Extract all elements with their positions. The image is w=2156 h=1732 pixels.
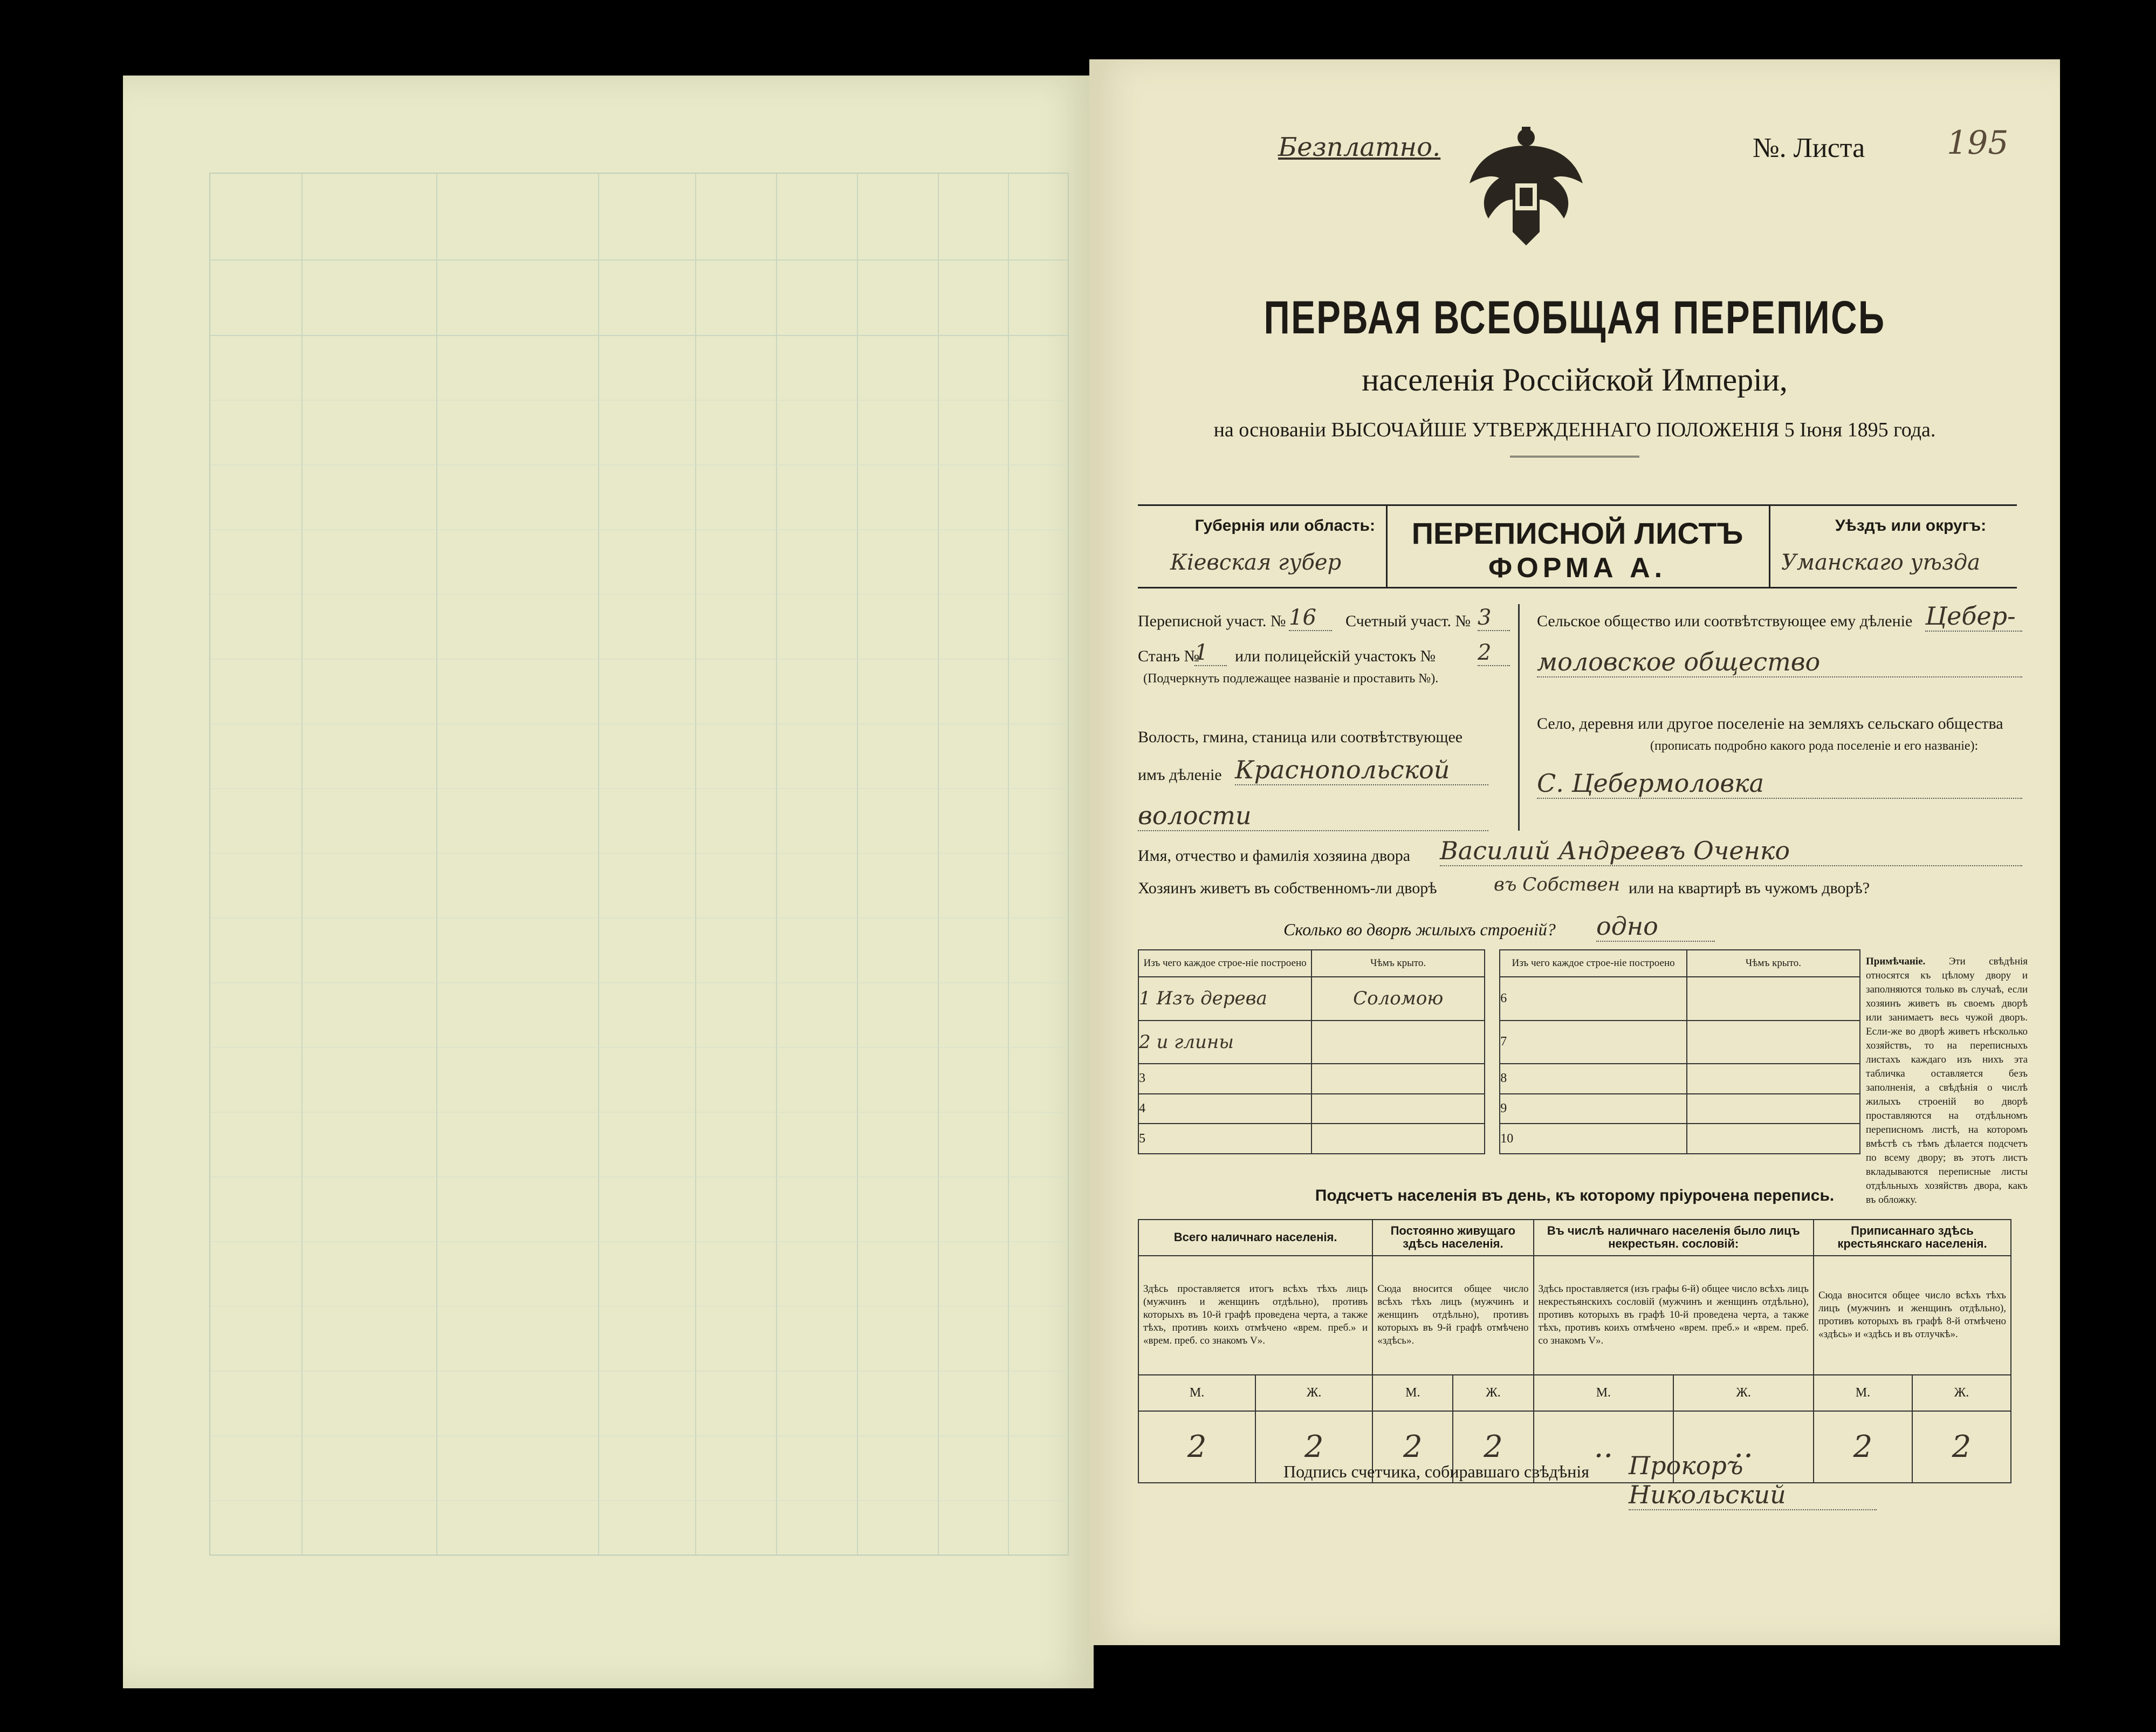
gubernia-label: Губернія или область: — [1194, 517, 1375, 535]
count-col-3-desc: Здѣсь проставляется (изъ графы 6-й) общее число всѣхъ лицъ некрестьянскихъ сословій (мужчинъ и женщинъ отдѣльно), противъ которыхъ въ графѣ 10-й проведена черта, а также тѣхъ, противъ коихъ отмѣчено «врем. преб.» и «врем. преб. со знакомъ V». — [1534, 1256, 1814, 1375]
lives-value: въ Собствен — [1494, 874, 1621, 895]
count-value: 2 — [1372, 1411, 1453, 1483]
fields-divider — [1518, 604, 1520, 831]
gubernia-cell — [1138, 506, 1388, 587]
count-col-1-desc: Здѣсь проставляется итогъ всѣхъ тѣхъ лицъ (мужчинъ и женщинъ отдѣльно), противъ которыхъ въ 10-й графѣ проведена черта, а также тѣхъ, противъ коихъ отмѣчено «врем. преб.» и «врем. преб. со знакомъ V». — [1138, 1256, 1372, 1375]
table-row: 2 и глины 7 — [1138, 1021, 1860, 1064]
form-title-2: ФОРМА А. — [1488, 552, 1667, 584]
stan-label: Станъ № — [1138, 647, 1200, 665]
buildings-note: Примѣчаніе. Эти свѣдѣнія относятся къ цѣлому двору и заполняются только въ случаѣ, если хозяинъ живетъ въ своемъ дворѣ или занимаетъ весь чужой дворъ. Если-же во дворѣ живетъ нѣсколько хозяйствъ, то на переписныхъ листахъ каждаго изъ нихъ эта табличка оставляется безъ заполненія, а свѣдѣнія о числѣ жилыхъ строеній во дворѣ проставляются на отдѣльномъ переписномъ листѣ, на которомъ вмѣстѣ съ тѣмъ дѣлается подсчетъ по всему двору; въ этотъ листъ вкладываются переписные листы отдѣльныхъ хозяйствъ двора, какъ въ обложку. — [1866, 956, 2028, 1206]
buildings-table — [1138, 949, 1860, 1154]
uezd-value: Уманскаго уѣзда — [1781, 550, 1980, 575]
sheet-number-value: 195 — [1947, 124, 2009, 162]
signature-value: Прокоръ Никольский — [1629, 1451, 1877, 1510]
volost-value-1: Краснопольской — [1235, 755, 1488, 785]
owner-value: Василий Андреевъ Оченко — [1440, 836, 2022, 866]
volost-label-1: Волость, гмина, станица или соотвѣтствующее — [1138, 728, 1463, 746]
count-col-3-title: Въ числѣ наличнаго населенія было лицъ некрестьян. сословій: — [1534, 1220, 1814, 1256]
double-headed-eagle-icon — [1461, 124, 1591, 248]
faded-grid — [209, 173, 1069, 1556]
sheet-number-label: №. Листа — [1753, 133, 1865, 163]
owner-label: Имя, отчество и фамилія хозяина двора — [1138, 847, 1411, 865]
table-row: 4 9 — [1138, 1094, 1860, 1124]
form-title-1: ПЕРЕПИСНОЙ ЛИСТЪ — [1411, 516, 1743, 550]
count-value: 2 — [1255, 1411, 1372, 1483]
society-label: Сельское общество или соотвѣтствующее ему дѣленіе — [1537, 612, 1913, 630]
table-row: 1 Изъ дерева Соломою 6 — [1138, 977, 1860, 1021]
form-basis: на основаніи ВЫСОЧАЙШЕ УТВЕРЖДЕННАГО ПОЛОЖЕНІЯ 5 Іюня 1895 года. — [1213, 419, 1936, 441]
count-value: .. — [1534, 1411, 1674, 1483]
count-value: 2 — [1912, 1411, 2011, 1483]
uchastok-value: 16 — [1289, 605, 1332, 631]
grid-lines — [210, 174, 1068, 1555]
underline-note: (Подчеркнуть подлежащее названіе и проставить №). — [1143, 672, 1439, 686]
police-value: 2 — [1478, 640, 1510, 666]
volost-value-2: волости — [1138, 801, 1488, 831]
lives-label-2: или на квартирѣ въ чужомъ дворѣ? — [1629, 879, 1870, 897]
village-label: Село, деревня или другое поселеніе на земляхъ сельскаго общества — [1537, 715, 2003, 732]
count-col-4-desc: Сюда вносится общее число всѣхъ тѣхъ лицъ (мужчинъ и женщинъ отдѣльно), противъ которыхъ въ графѣ 8-й отмѣчено «здѣсь» и «здѣсь и въ отлучкѣ». — [1814, 1256, 2011, 1375]
society-value-2: моловское общество — [1537, 647, 2022, 677]
count-value: 2 — [1814, 1411, 1912, 1483]
material-value: и глины — [1156, 1031, 1234, 1053]
village-value: С. Цебермоловка — [1537, 769, 2022, 799]
ornament-divider — [1510, 456, 1639, 457]
left-page — [123, 76, 1094, 1688]
count-col-1-title: Всего наличнаго населенія. — [1138, 1220, 1372, 1256]
lives-label-1: Хозяинъ живетъ въ собственномъ-ли дворѣ — [1138, 879, 1437, 897]
material-value: Изъ дерева — [1156, 988, 1267, 1010]
buildings-label: Сколько во дворѣ жилыхъ строеній? — [1283, 920, 1556, 939]
stan-value: 1 — [1194, 640, 1227, 666]
uezd-label: Уѣздъ или округъ: — [1835, 517, 1987, 535]
count-col-2-title: Постоянно живущаго здѣсь населенія. — [1372, 1220, 1533, 1256]
form-subtitle: населенія Россійской Имперіи, — [1362, 362, 1788, 398]
society-value-1: Цебер- — [1925, 601, 2022, 632]
free-label: Безплатно. — [1278, 132, 1441, 162]
count-heading: Подсчетъ населенія въ день, къ которому пріурочена перепись. — [1315, 1187, 1835, 1204]
count-value: 2 — [1138, 1411, 1255, 1483]
col-roof-header: Чѣмъ крыто. — [1312, 950, 1485, 977]
col-material-header-2: Изъ чего каждое строе-ніе построено — [1500, 950, 1687, 977]
police-label: или полицейскій участокъ № — [1235, 647, 1436, 665]
gubernia-value: Кіевская губер — [1170, 550, 1342, 575]
uchastok-label: Переписной участ. № — [1138, 612, 1286, 630]
col-material-header: Изъ чего каждое строе-ніе построено — [1138, 950, 1312, 977]
table-row: 3 8 — [1138, 1064, 1860, 1094]
count-value: .. — [1673, 1411, 1814, 1483]
buildings-value: одно — [1596, 912, 1715, 942]
count-value: 2 — [1453, 1411, 1533, 1483]
signature-label: Подпись счетчика, собиравшаго свѣдѣнія — [1283, 1462, 1590, 1481]
schetny-value: 3 — [1478, 605, 1510, 631]
roof-value: Соломою — [1312, 977, 1485, 1021]
volost-label-2: имъ дѣленіе — [1138, 766, 1222, 784]
form-main-title: ПЕРВАЯ ВСЕОБЩАЯ ПЕРЕПИСЬ — [1264, 292, 1886, 344]
table-row: 5 10 — [1138, 1124, 1860, 1154]
population-count-table: Всего наличнаго населенія. Постоянно живущаго здѣсь населенія. Въ числѣ наличнаго населенія было лицъ некрестьян. сословій: Приписаннаго здѣсь крестьянскаго населенія. Здѣсь проставляется итогъ всѣхъ тѣхъ лицъ (мужчинъ и женщинъ отдѣльно), противъ которыхъ въ 10-й графѣ проведена черта, а также тѣхъ, противъ коихъ отмѣчено «врем. преб.» и «врем. преб. со знакомъ V». Сюда вносится общее число всѣхъ тѣхъ лицъ (мужчинъ и женщинъ отдѣльно), противъ которыхъ въ 9-й графѣ отмѣчено «здѣсь». Здѣсь проставляется (изъ графы 6-й) общее число всѣхъ лицъ некрестьянскихъ сословій (мужчинъ и женщинъ отдѣльно), противъ которыхъ въ графѣ 10-й проведена черта, а также тѣхъ, противъ коихъ отмѣчено «врем. преб.» и «врем. преб. со знакомъ V». Сюда вносится общее число всѣхъ тѣхъ лицъ (мужчинъ и женщинъ отдѣльно), противъ которыхъ въ графѣ 8-й отмѣчено «здѣсь» и «здѣсь и въ отлучкѣ». М. Ж. М. Ж. М. Ж. М. Ж. 2 2 2 2 .. .. 2 2 — [1138, 1219, 2011, 1483]
census-form-page — [1089, 59, 2060, 1645]
village-note: (прописать подробно какого рода поселеніе и его названіе): — [1650, 739, 1979, 753]
count-col-4-title: Приписаннаго здѣсь крестьянскаго населенія. — [1814, 1220, 2011, 1256]
col-roof-header-2: Чѣмъ крыто. — [1687, 950, 1860, 977]
count-col-2-desc: Сюда вносится общее число всѣхъ тѣхъ лицъ (мужчинъ и женщинъ отдѣльно), противъ которыхъ въ 9-й графѣ отмѣчено «здѣсь». — [1372, 1256, 1533, 1375]
form-header-box — [1138, 504, 2017, 588]
uezd-cell — [1769, 506, 2018, 587]
schetny-label: Счетный участ. № — [1345, 612, 1471, 630]
